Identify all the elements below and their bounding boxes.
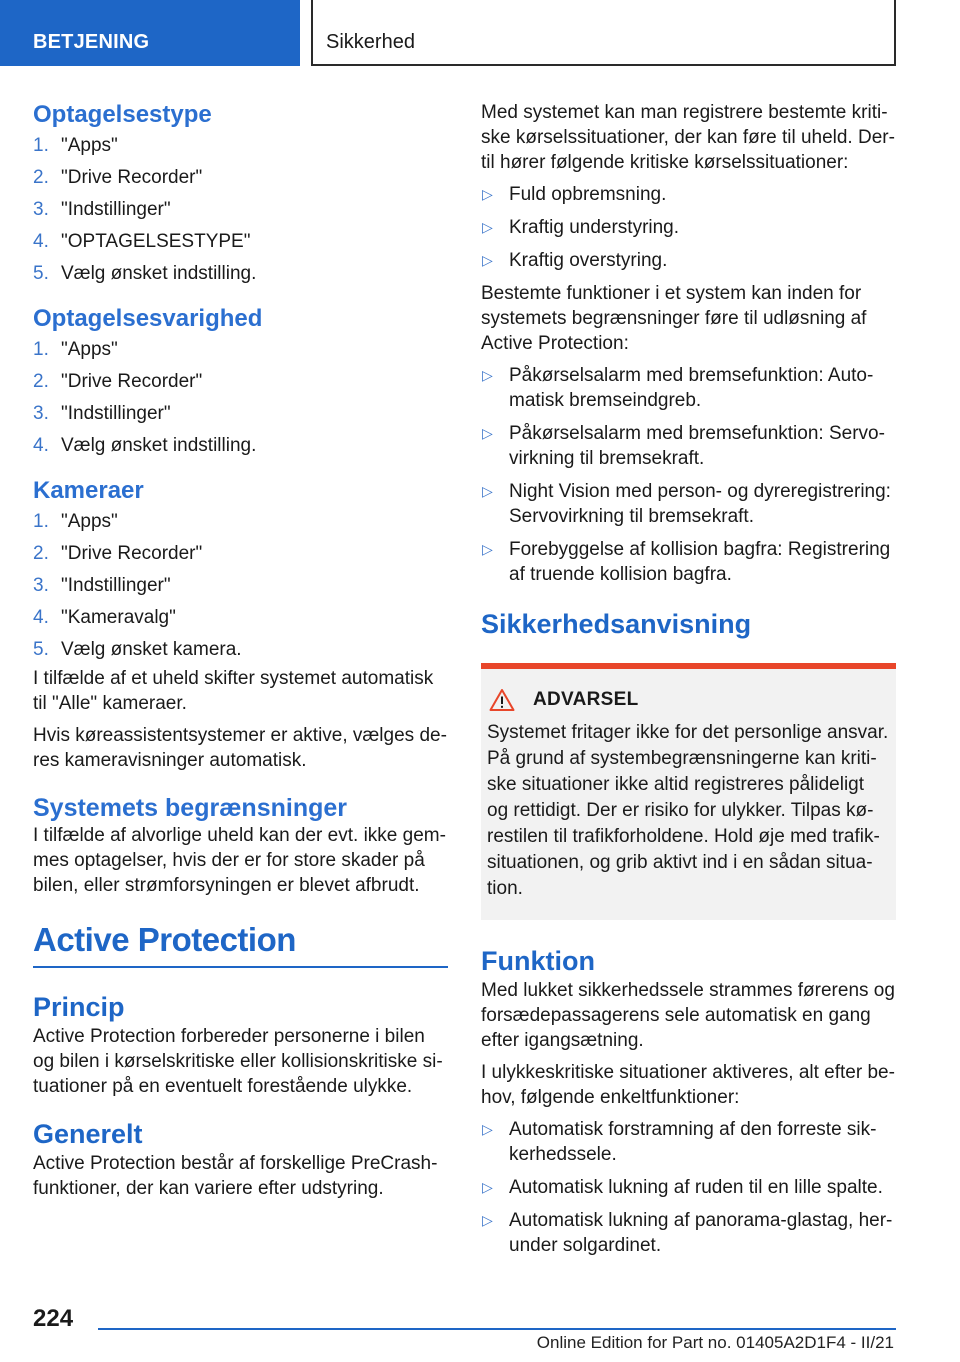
page-header — [0, 0, 960, 66]
general-text: Active Protection består af forskellige PreCrash-funktioner, der kan variere efter udstyring. — [33, 1153, 438, 1199]
list-item: ▷ Kraftig overstyring. — [482, 250, 668, 271]
list-item: 5. Vælg ønsket indstilling. — [33, 263, 257, 284]
triangle-bullet-icon: ▷ — [482, 483, 493, 499]
system-limits-text: I tilfælde af alvorlige uheld kan der evt. ikke gemmes optagelser, hvis der er for store skader på bilen, eller strømforsyningen er blevet afbrudt. — [33, 825, 446, 896]
chapter-title: Sikkerhed — [311, 0, 896, 66]
triangle-bullet-icon: ▷ — [482, 252, 493, 268]
list-item: ▷ Kraftig understyring. — [482, 217, 680, 238]
edition-info: Online Edition for Part no. 01405A2D1F4 - II/21 — [536, 1333, 894, 1352]
principle-text: Active Protection forbereder personerne i bilen og bilen i kørselskritiske eller kollisionskritiske situationer på en eventuelt forestående ulykke. — [33, 1026, 443, 1097]
cameras-note-1: I tilfælde af et uheld skifter systemet automatisk til "Alle" kameraer. — [33, 668, 434, 714]
footer-divider — [98, 1328, 896, 1330]
steps-cameras — [33, 506, 448, 666]
triangle-bullet-icon: ▷ — [482, 186, 493, 202]
list-item: 2. "Drive Recorder" — [33, 371, 203, 392]
list-item: 4. "Kameravalg" — [33, 607, 176, 628]
trigger-intro-text: Bestemte funktioner i et system kan inden for systemets begrænsninger føre til udløsning af Active Protection: — [481, 283, 867, 354]
triangle-bullet-icon: ▷ — [482, 541, 493, 557]
list-item: 2. "Drive Recorder" — [33, 543, 203, 564]
list-item: ▷ Automatisk lukning af ruden til en lille spalte. — [482, 1177, 883, 1198]
heading-principle: Princip — [33, 992, 125, 1022]
triangle-bullet-icon: ▷ — [482, 1179, 493, 1195]
list-item: ▷ Påkørselsalarm med bremsefunktion: Automatisk bremseindgreb. — [482, 365, 874, 411]
heading-recording-type: Optagelsestype — [33, 101, 212, 128]
heading-cameras: Kameraer — [33, 477, 144, 504]
left-column — [33, 100, 448, 1208]
warning-triangle-icon — [489, 688, 515, 712]
warning-text: Systemet fritager ikke for det personlige ansvar. På grund af systembegrænsningerne kan kritiske situationer ikke altid registreres pålideligt og rettidigt. Der er risiko for ulykker. Tilpas kørestilen til trafikforholdene. Hold øje med trafiksituationen, og grib aktivt ind i en sådan situation. — [487, 722, 889, 899]
triangle-bullet-icon: ▷ — [482, 1121, 493, 1137]
list-item: 4. "OPTAGELSESTYPE" — [33, 231, 251, 252]
warning-box — [481, 663, 896, 920]
list-item: ▷ Fuld opbremsning. — [482, 184, 667, 205]
page-number: 224 — [33, 1305, 74, 1332]
list-item: 3. "Indstillinger" — [33, 199, 171, 220]
warning-title: ADVARSEL — [533, 689, 639, 710]
list-item: ▷ Automatisk forstramning af den forreste sikkerhedssele. — [482, 1119, 877, 1165]
triangle-bullet-icon: ▷ — [482, 367, 493, 383]
triangle-bullet-icon: ▷ — [482, 219, 493, 235]
function-text-1: Med lukket sikkerhedssele strammes førerens og forsædepassagerens sele automatisk en gang efter igangsætning. — [481, 980, 895, 1051]
list-item: 1. "Apps" — [33, 339, 118, 360]
list-item: ▷ Automatisk lukning af panorama-glastag, herunder solgardinet. — [482, 1210, 893, 1256]
heading-recording-duration: Optagelsesvarighed — [33, 305, 263, 332]
list-item: 4. Vælg ønsket indstilling. — [33, 435, 257, 456]
list-item: ▷ Forebyggelse af kollision bagfra: Registrering af truende kollision bagfra. — [482, 539, 891, 585]
heading-function: Funktion — [481, 946, 595, 976]
list-item: 3. "Indstillinger" — [33, 575, 171, 596]
list-item: ▷ Night Vision med person- og dyreregistrering: Servovirkning til bremsekraft. — [482, 481, 891, 527]
heading-general: Generelt — [33, 1119, 143, 1149]
triangle-bullet-icon: ▷ — [482, 425, 493, 441]
triangle-bullet-icon: ▷ — [482, 1212, 493, 1228]
section-tab: BETJENING — [0, 0, 300, 66]
intro-text: Med systemet kan man registrere bestemte kritiske kørselssituationer, der kan føre til uheld. Dertil hører følgende kritiske kørselssituationer: — [481, 102, 895, 173]
function-text-2: I ulykkeskritiske situationer aktiveres, alt efter behov, følgende enkeltfunktioner: — [481, 1062, 895, 1108]
right-column — [481, 100, 896, 1266]
triggers-list — [481, 363, 896, 587]
warning-header — [487, 687, 890, 712]
function-list — [481, 1117, 896, 1258]
heading-system-limits: Systemets begrænsninger — [33, 794, 347, 822]
list-item: 5. Vælg ønsket kamera. — [33, 639, 242, 660]
list-item: 1. "Apps" — [33, 135, 118, 156]
steps-recording-duration — [33, 334, 448, 462]
list-item: ▷ Påkørselsalarm med bremsefunktion: Servovirkning til bremsekraft. — [482, 423, 885, 469]
chapter-heading-block — [33, 920, 448, 968]
list-item: 1. "Apps" — [33, 511, 118, 532]
list-item: 2. "Drive Recorder" — [33, 167, 203, 188]
situations-list — [481, 182, 896, 273]
heading-active-protection: Active Protection — [33, 921, 296, 958]
heading-safety: Sikkerhedsanvisning — [481, 609, 752, 639]
cameras-note-2: Hvis køreassistentsystemer er aktive, vælges deres kameravisninger automatisk. — [33, 725, 447, 771]
list-item: 3. "Indstillinger" — [33, 403, 171, 424]
steps-recording-type — [33, 130, 448, 290]
